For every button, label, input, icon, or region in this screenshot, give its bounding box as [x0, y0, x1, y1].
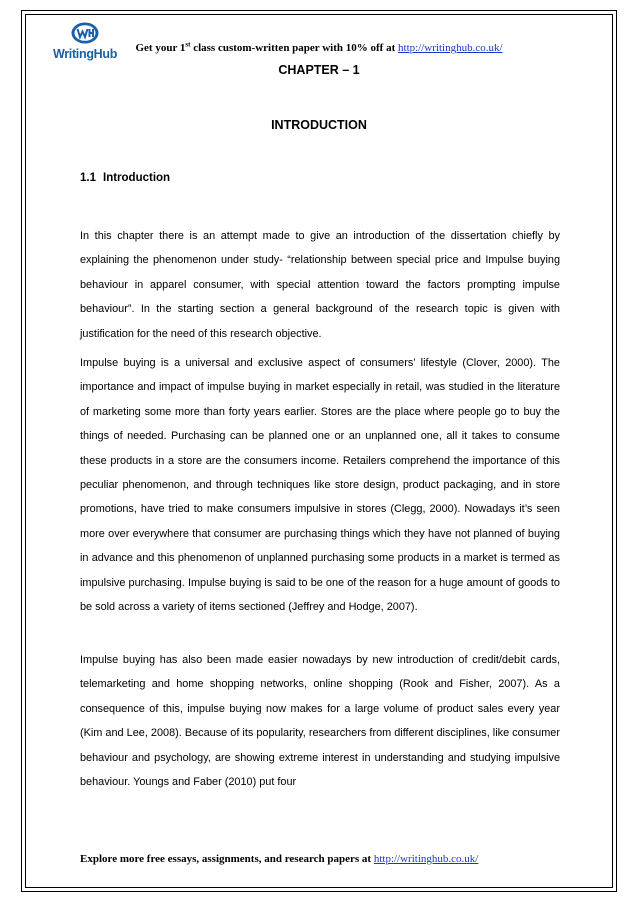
footer-promo: [80, 853, 478, 865]
section-number: 1.1: [80, 172, 96, 184]
logo-text: WritingHub: [52, 47, 118, 61]
paragraph: In this chapter there is an attempt made to give an introduction of the dissertation chiefly by explaining the phenomenon under study- “relationship between special price and Impulse buying behaviour in apparel consumer, with special attention toward the factors prompting impulse behaviour”. In the starting section a general background of the research topic is given with justification for the need of this research objective.: [80, 230, 560, 340]
header-prefix: Get your 1: [135, 42, 186, 54]
chapter-title: CHAPTER – 1: [278, 63, 360, 77]
paragraph: Impulse buying is a universal and exclusive aspect of consumers’ lifestyle (Clover, 2000). The importance and impact of impulse buying in market especially in retail, was studied in the literature of marketing some more than forty years earlier. Stores are the place where people go to buy the things of needed. Purchasing can be planned one or an unplanned one, all it takes to consume these products in a store are the consumers income. Retailers comprehend the importance of this peculiar phenomenon, and through techniques like store design, product packaging, and in store promotions, have tried to make consumers impulsive in stores (Clegg, 2000). Nowadays it’s seen more over everywhere that consumer are purchasing things which they have not planned of buying in advance and this phenomenon of unplanned purchasing some products in a market is termed as impulsive purchasing. Impulse buying is said to be one of the reason for a huge amount of goods to be sold across a variety of items sectioned (Jeffrey and Hodge, 2007).: [80, 357, 560, 614]
section-heading: [80, 172, 170, 184]
section-title: Introduction: [103, 172, 171, 184]
intro-title: INTRODUCTION: [271, 118, 367, 132]
header-promo: [0, 42, 638, 54]
paragraph: Impulse buying has also been made easier nowadays by new introduction of credit/debit cards, telemarketing and home shopping networks, online shopping (Rook and Fisher, 2007). As a consequence of this, impulse buying now makes for a large volume of product sales every year (Kim and Lee, 2008). Because of its popularity, researchers from different disciplines, like consumer behaviour and psychology, are showing extreme interest in understanding and studying impulsive behaviour. Youngs and Faber (2010) put four: [80, 654, 560, 789]
header-superscript: st: [185, 40, 191, 49]
footer-prefix: Explore more free essays, assignments, and research papers at: [80, 853, 374, 865]
header-link[interactable]: http://writinghub.co.uk/: [398, 42, 503, 54]
header-suffix: class custom-written paper with 10% off at: [190, 42, 399, 54]
footer-link[interactable]: http://writinghub.co.uk/: [373, 853, 479, 865]
